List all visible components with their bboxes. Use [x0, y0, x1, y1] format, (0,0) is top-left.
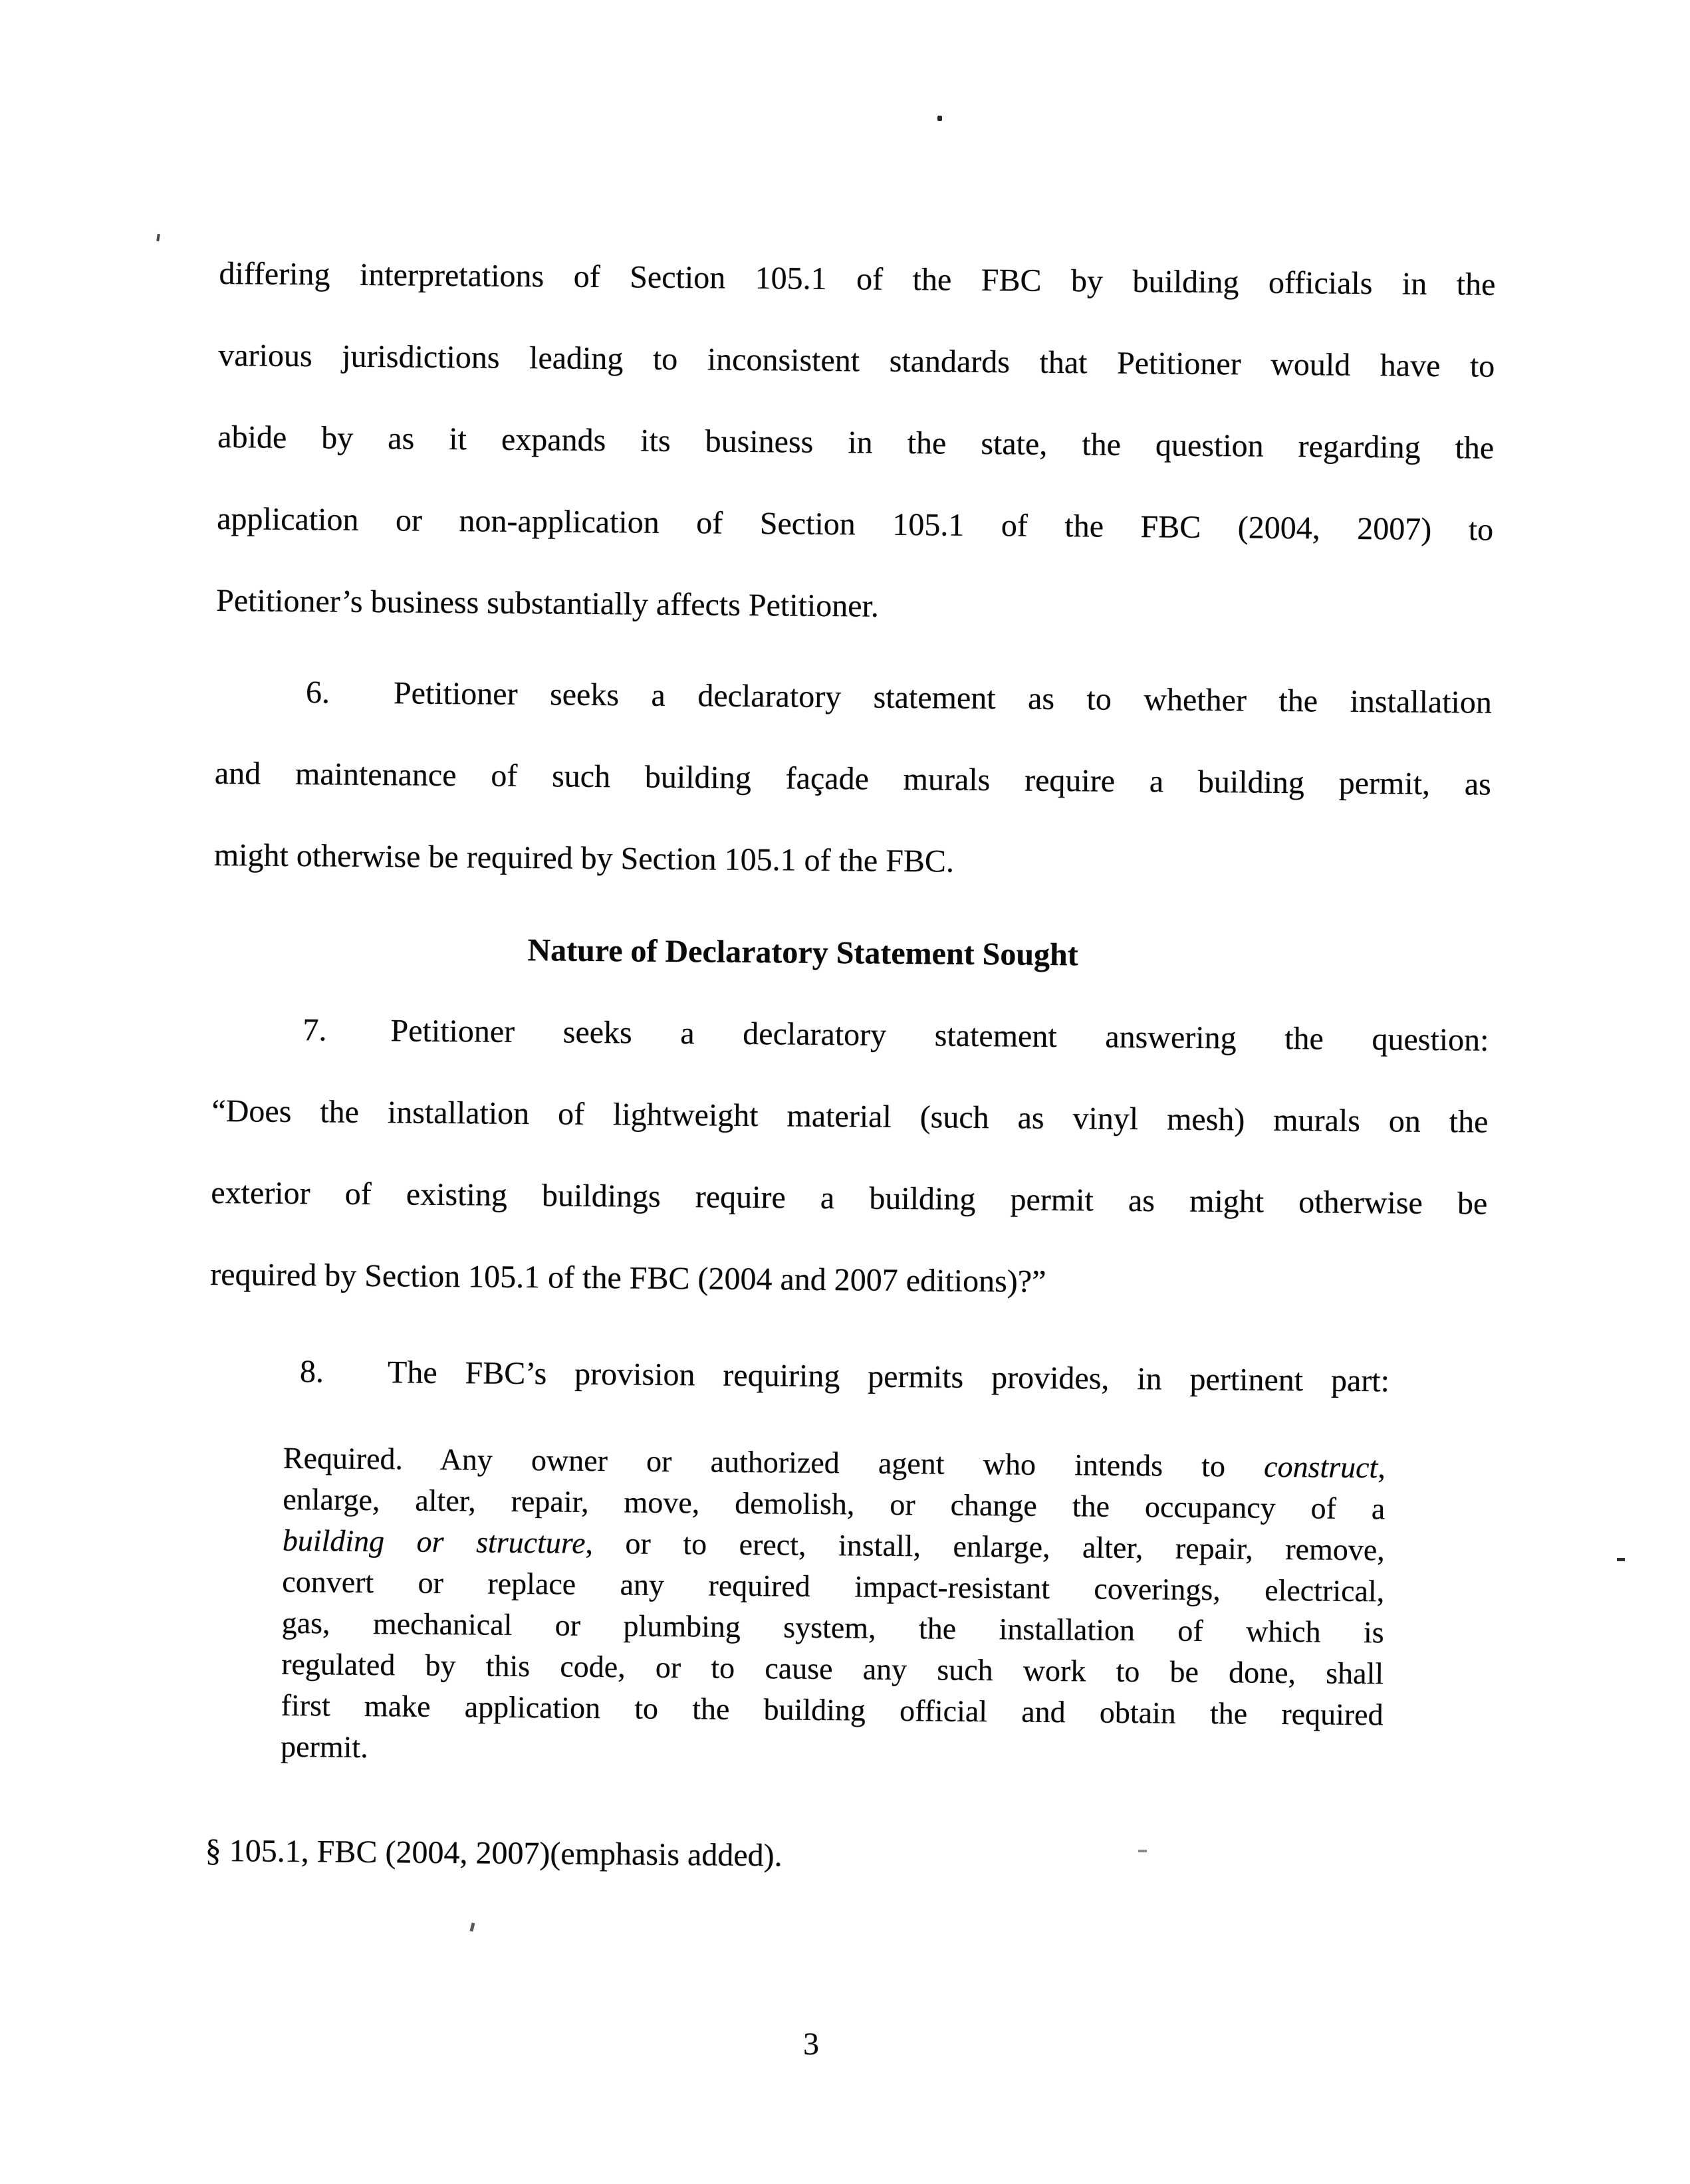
text-run: , or to erect, install, enlarge, alter, repair, remove,	[585, 1525, 1385, 1567]
scan-speck	[1138, 1850, 1147, 1852]
paragraph-8	[209, 1330, 1390, 1422]
paragraph-6	[213, 651, 1492, 907]
text-run: permit.	[280, 1729, 368, 1765]
paragraph-continuation	[216, 233, 1496, 653]
paragraph-number: 7.	[302, 1012, 327, 1048]
text-run: Petitioner seeks a declaratory statement as to whether the installation	[393, 675, 1493, 720]
text-run: The FBC’s provision requiring permits provides, in pertinent part:	[387, 1355, 1390, 1399]
page-body-text	[205, 233, 1496, 1903]
text-line: required by Section 105.1 of the FBC (2004 and 2007 editions)?”	[210, 1256, 1046, 1299]
text-run: enlarge, alter, repair, move, demolish, or change the occupancy of a	[283, 1481, 1386, 1526]
text-line: abide by as it expands its business in the state, the question regarding the	[217, 419, 1495, 466]
text-run: Petitioner seeks a declaratory statement answering the question:	[390, 1013, 1489, 1058]
italic-text: building or structure	[282, 1523, 586, 1560]
blockquote-fbc-section-105-1	[281, 1438, 1386, 1777]
text-line	[209, 1330, 1390, 1422]
citation-line: § 105.1, FBC (2004, 2007)(emphasis added).	[205, 1832, 783, 1874]
paragraph-number: 8.	[299, 1354, 324, 1390]
text-run: gas, mechanical or plumbing system, the installation of which is	[281, 1605, 1384, 1650]
text-line: and maintenance of such building façade murals require a building permit, as	[214, 755, 1492, 802]
italic-text: construct	[1263, 1449, 1378, 1485]
tab-space	[326, 1040, 390, 1041]
text-line: differing interpretations of Section 105.1 of the FBC by building officials in the	[219, 255, 1496, 302]
text-line	[215, 651, 1492, 744]
text-line: application or non-application of Section 105.1 of the FBC (2004, 2007) to	[217, 500, 1494, 548]
text-line: might otherwise be required by Section 105.1 of the FBC.	[213, 837, 955, 879]
text-line: various jurisdictions leading to inconsistent standards that Petitioner would have to	[218, 337, 1495, 384]
scan-speck	[156, 234, 160, 241]
text-run: Required. Any owner or authorized agent who intends to	[283, 1440, 1265, 1483]
scan-speck	[470, 1923, 475, 1932]
text-line: “Does the installation of lightweight material (such as vinyl mesh) murals on the	[211, 1093, 1489, 1140]
paragraph-number: 6.	[305, 675, 330, 710]
scan-speck	[1617, 1558, 1625, 1561]
section-heading: Nature of Declaratory Statement Sought	[527, 932, 1078, 973]
text-line: Petitioner’s business substantially affects Petitioner.	[215, 582, 880, 624]
text-run: regulated by this code, or to cause any such work to be done, shall	[281, 1646, 1384, 1691]
paragraph-7	[210, 988, 1489, 1327]
text-line: exterior of existing buildings require a building permit as might otherwise be	[211, 1174, 1488, 1222]
page-number: 3	[803, 2026, 819, 2062]
text-run: convert or replace any required impact-resistant coverings, electrical,	[282, 1564, 1385, 1608]
text-line	[212, 988, 1489, 1081]
scan-speck	[937, 116, 942, 121]
text-run: first make application to the building official and obtain the required	[281, 1688, 1384, 1732]
text-run: ,	[1378, 1450, 1386, 1485]
